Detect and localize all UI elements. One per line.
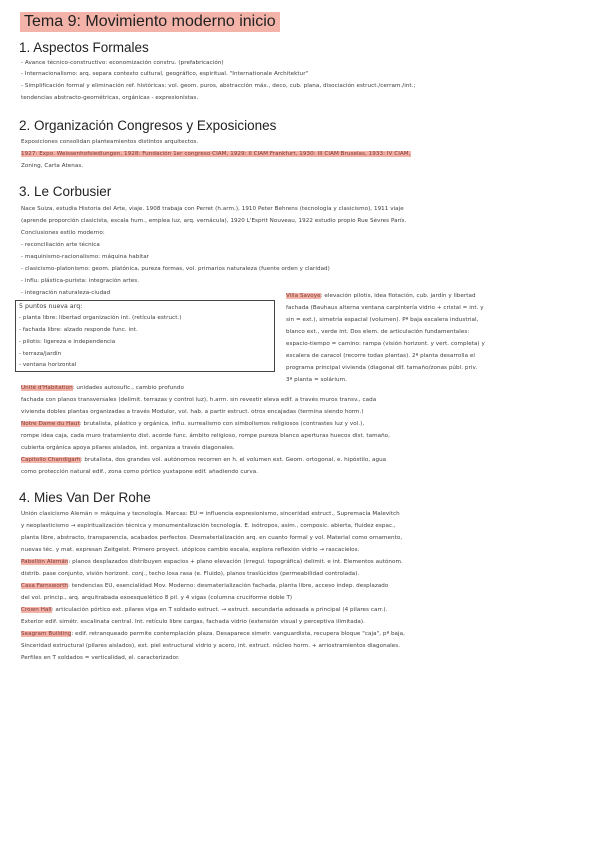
text-line: - reconciliación arte técnica (21, 242, 100, 248)
text-line: (aprende proporción clasicista, escala hum., emplea luz, arq. vernácula), 1920 L'Esprit Nouveau, 1922 estudio propio Rue Sèvres París. (21, 218, 407, 224)
text-line: : articulación pórtico ext. pilares viga en T soldado estruct. → estruct. secundaria adosada a principal (4 pilares carr.). (51, 607, 388, 613)
notre-dame-label: Notre Dame du Haut (21, 421, 80, 427)
unite-line (21, 385, 184, 391)
crown-hall-line (21, 607, 387, 613)
text-line: Perfiles en T soldados = verticalidad, el. caracterizador. (21, 655, 180, 661)
text-line: del vol. princip., arq. arquitrabada exoesquelético 8 pil. y 4 vigas (columna cruciforme doble T) (21, 595, 293, 601)
page-title: Tema 9: Movimiento moderno inicio (20, 12, 280, 32)
unite-label: Unité d'Habitation (21, 385, 73, 391)
box-item: - terraza/jardín (19, 351, 62, 357)
text-line: Zoning, Carta Atenas. (21, 163, 84, 169)
farnsworth-label: Casa Farnsworth (21, 583, 69, 589)
text-line: 3ª planta = solárium. (286, 377, 347, 383)
text-line: planta libre, abstracto, transparencia, acabados perfectos. Desmaterialización arq. en cuanto formal y vol. Material como ornamento, (21, 535, 403, 541)
text-line: tendencias abstracto-geométricas, orgánicas - expresionistas. (21, 95, 199, 101)
seagram-label: Seagram Building (21, 631, 72, 637)
text-line: - Simplificación formal y eliminación ref. históricas: vol. geom. puros, abstracción máx., deco, cub. plana, disociación estruct./cerram./int.; (21, 83, 416, 89)
capitolio-label: Capitolio Chandigarh (21, 457, 81, 463)
text-line: rompe idea caja, cada muro tratamiento dist. acorde func. ámbito religioso, rompe pureza blanco aperturas huecos dist. tamaño, (21, 433, 390, 439)
text-line: blanco ext., verde int. Dos elem. de articulación fundamentales: (286, 329, 470, 335)
section-heading-mies: 4. Mies Van Der Rohe (19, 490, 151, 505)
section-heading-aspectos: 1. Aspectos Formales (19, 40, 149, 55)
box-item: - ventana horizontal (19, 362, 77, 368)
text-line: espacio-tiempo = camino: rampa (visión horizont. y vert. completa) y (286, 341, 485, 347)
seagram-line (21, 631, 405, 637)
box-item: - fachada libre: alzado responde func. int. (19, 327, 138, 333)
text-line: : planos desplazados distribuyen espacios + plano elevación (irregul. topográfica) delimit. e int. Elementos autónom. (68, 559, 403, 565)
text-line: fachada con planos transversales (delimit. terrazas y control luz), h.arm. sin revestir eleva edif. a través muros transv., cada (21, 397, 377, 403)
text-line: - Internacionalismo: arq. separa contexto cultural, geográfico, espiritual. "Internationale Architektur" (21, 71, 309, 77)
box-item: - planta libre: libertad organización int. (retícula estruct.) (19, 315, 182, 321)
text-line: fachada (Bauhaus alterna ventana carpintería vidrio + cristal = int. y (286, 305, 484, 311)
text-line: distrib. pase conjunto, visión horizont. conj., techo losa rasa (e. Fluido), planos traslúcidos (permeabilidad controlada). (21, 571, 360, 577)
box-item: - pilotis: ligereza e independencia (19, 339, 116, 345)
text-line: - influ. plástica-purista: integración artes. (21, 278, 140, 284)
box-title: 5 puntos nueva arq: (19, 303, 83, 310)
text-line: escalera de caracol (recorre todas plantas). 2ª planta desarrolla el (286, 353, 476, 359)
text-line: : brutalista, plástico y orgánica, influ. surrealismo con simbolismos religiosos (contrastes luz y vol.), (79, 421, 365, 427)
text-line: : edif. retranqueado permite contemplación plaza. Desaparece simetr. vanguardista, recupera bloque "caja", pª baja, (71, 631, 405, 637)
text-line: como protección natural edif., zona como pórtico yuxtapone edif. añadiendo curva. (21, 469, 259, 475)
text-line: Nace Suiza, estudia Historia del Arte, viaje. 1908 trabaja con Perret (h.arm.), 1910 Peter Behrens (tecnología y clasicismo), 1911 viaje (21, 206, 404, 212)
text-line: : tendencias EU, esencialidad Mov. Moderno: desmaterialización fachada, planta libre, acceso indep. desplazado (68, 583, 389, 589)
text-line: : unidades autosufic., cambio profundo (72, 385, 184, 391)
text-line: Exposiciones consolidan planteamientos distintos arquitectos. (21, 139, 199, 145)
villa-savoye-line (286, 293, 476, 299)
section-heading-organizacion: 2. Organización Congresos y Exposiciones (19, 118, 277, 133)
text-line: y neoplasticismo → espiritualización técnica y monumentalización tecnología. E. isótropos, asim., composic. abierta, fluidez espac., (21, 523, 396, 529)
section-heading-le-corbusier: 3. Le Corbusier (19, 184, 112, 199)
notre-dame-line (21, 421, 364, 427)
text-line: : brutalista, dos grandes vol. autónomos recorren en h. el volumen ext. Geom. ortogonal, e. hipóstilo, agua (80, 457, 387, 463)
villa-savoye-label: Villa Savoye (286, 293, 321, 299)
text-line: vivienda dobles plantas organizadas a través Modulor, vol. hab. a partir estruct. otros encajadas (termina siendo horm.) (21, 409, 364, 415)
text-line: Unión clasicismo Alemán ∞ máquina y tecnología. Marcas: EU = influencia expresionismo, sinceridad estruct., Supremacía Malevitch (21, 511, 400, 517)
text-line: - maquinismo-racionalismo: máquina habitar (21, 254, 150, 260)
text-line: cubierta orgánica apoya pilares aislados, int. organiza a través diagonales. (21, 445, 235, 451)
capitolio-line (21, 457, 386, 463)
text-line: Sinceridad estructural (pilares aislados), ext. piel estructural vidrio y acero, int. estruct. núcleo horm. + arriostramientos diagonales. (21, 643, 401, 649)
farnsworth-line (21, 583, 388, 589)
highlighted-line: 1927: Expo. Weissenhofsiedlungen, 1928: Fundación 1er congreso CIAM, 1929: II CIAM Frankfurt, 1930: III CIAM Bruselas, 1933: IV CIAM, (21, 151, 411, 157)
pabellon-line (21, 559, 403, 565)
text-line: Conclusiones estilo moderno: (21, 230, 105, 236)
text-line: - Avance técnico-constructivo: economización constru. (prefabricación) (21, 60, 224, 66)
crown-hall-label: Crown Hall (21, 607, 52, 613)
pabellon-label: Pabellón Alemán (21, 559, 69, 565)
text-line: - integración naturaleza-ciudad (21, 290, 111, 296)
text-line: programa principal vivienda (diagonal dif. tamaño/zonas públ. priv. (286, 365, 478, 371)
text-line: Exterior edif. simétr. escalinata central. Int. retículo libre cargas, fachada vidrio (extensión visual y perceptiva ilimitada). (21, 619, 365, 625)
text-line: - clasicismo-platonismo: geom. platónica, pureza formas, vol. primarios naturaleza (fuente orden y claridad) (21, 266, 330, 272)
text-line: : elevación pilotis, idea flotación, cub. jardín y libertad (320, 293, 476, 299)
text-line: sin = ext.), simetría espacial (volumen). Pª baja escalera industrial, (286, 317, 479, 323)
text-line: nuevas téc. y mat. expresan Zeitgeist. Primero proyect. utópicos cambio escala, explora reflexión vidrio → rascacielos. (21, 547, 360, 553)
